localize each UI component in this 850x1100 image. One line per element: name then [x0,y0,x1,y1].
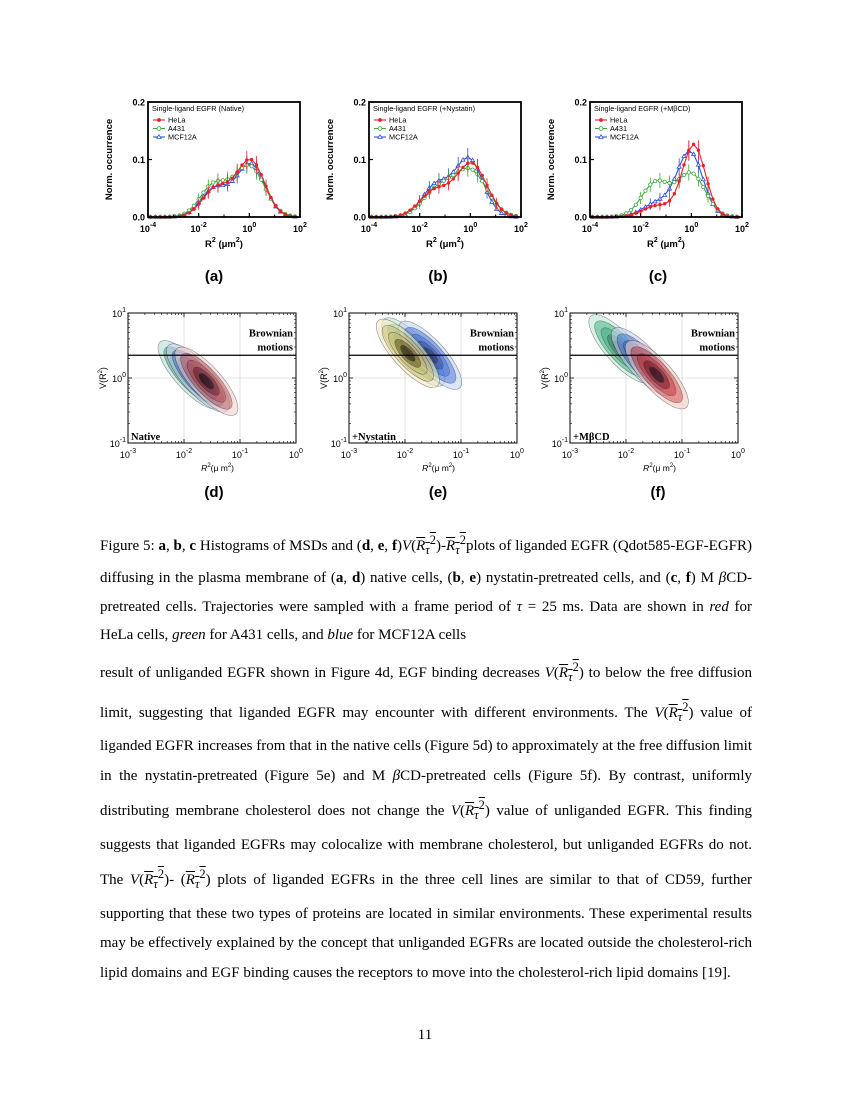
brownian-label: Brownian [690,328,735,340]
brownian-label: Brownian [469,328,514,340]
data-point [404,211,407,214]
data-point [677,179,680,182]
x-tick-label: $10^{-2}$ [632,222,649,234]
y-axis-label: $V(R^2)$ [319,367,329,389]
panel-a-histogram [100,92,310,267]
y-axis-label: Norm. occurrence [325,118,336,201]
x-axis-label: $R^2(\mu$ $m^2$) [643,463,677,473]
data-point [245,158,248,161]
data-point [673,192,676,195]
data-point [687,149,690,152]
data-point [202,196,205,199]
legend-entry: A431 [168,124,186,134]
x-tick-label: $10^{-4}$ [581,222,599,234]
y-axis-label: Norm. occurrence [104,118,115,201]
x-tick-label: $10^{-1}$ [452,448,470,460]
data-point [456,172,459,175]
data-point [658,203,661,206]
panel-b-label: (b) [428,268,448,285]
data-point [701,177,705,180]
data-point [423,194,426,197]
data-point [682,173,685,176]
data-point [682,163,685,166]
panel-d-contour [100,300,310,482]
data-point [418,199,421,202]
data-point [702,185,705,188]
data-point [442,179,445,182]
legend-entry: MCF12A [389,132,418,142]
y-tick-label: 0.1 [132,155,145,165]
data-point [284,213,287,216]
y-tick-label: 0.2 [353,97,366,108]
brownian-label: motions [257,342,293,354]
x-tick-label: $10^0$ [242,222,257,234]
data-point [677,165,681,168]
series-line [372,168,516,217]
legend-entry: A431 [610,124,628,134]
x-tick-label: $10^{-2}$ [411,222,428,234]
legend [152,104,244,142]
x-tick-label: $10^0$ [289,448,303,460]
x-tick-label: $10^{-2}$ [396,448,414,460]
y-tick-label: $10^0$ [333,372,347,384]
panel-e-contour [321,300,531,482]
contour-chart [321,300,531,482]
y-tick-label: $10^1$ [112,307,126,319]
data-point [505,211,508,214]
x-tick-label: $10^{-1}$ [231,448,249,460]
data-point [721,212,724,215]
x-tick-label: $10^0$ [684,222,699,234]
page-number: 11 [417,1027,433,1043]
y-tick-label: $10^0$ [112,372,126,384]
data-point [221,182,224,185]
data-point [490,194,493,197]
data-point [692,172,695,175]
data-point [274,204,277,207]
data-point [481,174,484,177]
contour-chart [100,300,310,482]
y-tick-label: 0.1 [574,155,587,165]
panel-c-label: (c) [648,268,668,285]
panel-f-contour [542,300,752,482]
x-tick-label: $10^2$ [514,222,528,234]
legend-marker [599,135,603,139]
data-point [653,200,657,203]
data-point [192,204,195,207]
condition-label: +Nystatin [352,432,396,443]
data-point [653,179,656,182]
data-point [476,166,479,169]
legend-entry: MCF12A [168,132,197,142]
data-point [481,180,484,183]
data-point [696,163,700,166]
panel-e-label: (e) [428,484,448,501]
data-point [706,194,709,197]
data-point [216,183,219,186]
data-point [471,168,474,171]
legend-marker [378,135,382,139]
series-hela [591,140,739,218]
panel-c-histogram [542,92,752,267]
data-point [211,181,214,184]
data-point [500,208,503,211]
x-tick-label: $10^{-2}$ [190,222,207,234]
x-tick-label: $10^{-1}$ [673,448,691,460]
data-point [226,180,229,183]
data-point [207,190,210,193]
y-tick-label: 0.2 [132,97,145,108]
histogram-chart [321,92,531,267]
data-point [629,213,632,216]
brownian-label: motions [699,342,735,354]
data-point [231,176,234,179]
x-tick-label: $10^0$ [463,222,478,234]
legend [594,104,690,142]
x-tick-label: $10^{-2}$ [175,448,193,460]
data-point [711,197,714,200]
brownian-label: motions [478,342,514,354]
data-point [269,196,272,199]
panel-b-histogram [321,92,531,267]
legend-marker [157,118,161,122]
y-tick-label: $10^0$ [554,372,568,384]
legend-marker [599,118,603,122]
data-point [663,180,666,183]
data-point [264,185,267,188]
y-tick-label: $10^1$ [554,307,568,319]
data-point [668,199,671,202]
x-axis-label: $R^2(\mu$ $m^2$) [201,463,235,473]
y-tick-label: 0.0 [132,212,145,223]
series-a431 [149,156,297,218]
data-point [697,149,700,152]
legend-title: Single-ligand EGFR (+MβCD) [594,104,691,113]
data-point [408,208,411,211]
data-point [250,158,253,161]
data-point [452,177,455,180]
data-point [413,204,416,207]
data-point [634,211,637,214]
data-point [648,202,652,205]
x-tick-label: $10^0$ [731,448,745,460]
data-point [702,164,705,167]
data-point [653,204,656,207]
legend-entry: A431 [389,124,407,134]
series-hela [149,151,297,219]
series-mcf12a [370,148,518,218]
x-tick-label: $10^{-4}$ [139,222,157,234]
data-point [197,202,200,205]
legend-entry: HeLa [610,115,628,125]
contour-chart [542,300,752,482]
data-point [240,163,243,166]
data-point [692,143,695,146]
legend [373,104,475,142]
y-tick-label: $10^{-1}$ [551,437,568,449]
data-point [658,179,661,182]
condition-label: Native [131,432,161,443]
data-point [432,187,435,190]
body-paragraph: result of unliganded EGFR shown in Figure 4d, EGF binding decreases $V(R_\tau^2)$ to below the free diffusion limit, suggesting that liganded EGFR may encounter with different environments. The $V(R_\tau^2)$ value of liganded EGFR increases from that in the native cells (Figure 5d) to approximately at the free diffusion limit in the nystatin-pretreated (Figure 5e) and M βCD-pretreated cells (Figure 5f). By contrast, uniformly distributing membrane cholesterol does not change the $V(R_\tau^2)$ value of unliganded EGFR. This finding suggests that liganded EGFRs may colocalize with membrane cholesterol, but unliganded EGFRs do not. The $V(R_\tau^2)-$ $(R_\tau^2)$ plots of liganded EGFRs in the three cell lines are similar to that of CD59, further supporting that these two types of proteins are located in similar environments. These experimental results may be effectively explained by the concept that unliganded EGFRs are located outside the cholesterol-rich lipid domains and EGF binding causes the receptors to move into the cholesterol-rich lipid domains [19]. [100,660,753,981]
data-point [250,164,253,167]
series-line [151,163,295,217]
legend-marker [157,127,161,131]
x-axis-label: $R^2(\mu$ $m^2$) [422,463,456,473]
data-point [629,208,632,211]
data-point [187,211,190,214]
panel-a-label: (a) [204,268,224,285]
data-point [471,161,474,164]
x-tick-label: $10^2$ [293,222,307,234]
y-axis-label: $V(R^2)$ [540,367,550,389]
x-axis-label: $R^2$ $(\mu m^2)$ [426,237,464,250]
data-point [649,183,652,186]
x-tick-label: $10^2$ [735,222,749,234]
series-line [372,157,516,217]
x-tick-label: $10^{-4}$ [360,222,378,234]
y-tick-label: $10^{-1}$ [330,437,347,449]
data-point [279,210,282,213]
legend-entry: MCF12A [610,132,639,142]
data-point [192,208,195,211]
data-point [668,181,671,184]
y-tick-label: 0.1 [353,155,366,165]
data-point [663,202,666,205]
data-point [447,181,450,184]
data-point [649,205,652,208]
y-tick-label: 0.0 [353,212,366,223]
data-point [461,166,464,169]
legend-title: Single-ligand EGFR (+Nystatin) [373,104,475,113]
y-tick-label: 0.0 [574,212,587,223]
data-point [634,203,637,206]
data-point [485,184,488,187]
series-line [372,163,516,217]
panel-d-label: (d) [204,484,224,501]
legend-marker [378,127,382,131]
data-point [706,182,709,185]
data-point [452,173,455,176]
data-point [644,189,647,192]
data-point [711,202,714,205]
data-point [716,207,719,210]
legend-title: Single-ligand EGFR (Native) [152,104,245,113]
data-point [437,185,440,188]
data-point [490,200,494,203]
series-mcf12a [149,155,297,218]
x-tick-label: $10^{-3}$ [340,448,358,460]
x-tick-label: $10^{-2}$ [617,448,635,460]
data-point [673,180,676,183]
legend-marker [599,127,603,131]
panel-f-label: (f) [650,484,666,501]
figure-caption: Figure 5: a, b, c Histograms of MSDs and (d, e, $f)V(R_\tau^2)-R_\tau^2plots$ of liganded EGFR (Qdot585-EGF-EGFR) diffusing in the plasma membrane of (a, d) native cells, (b, e) nystatin-pretreated cells, and (c, f) M βCD-pretreated cells. Trajectories were sampled with a frame period of τ = 25 ms. Data are shown in red for HeLa cells, green for A431 cells, and blue for MCF12A cells [100,533,753,643]
data-point [235,170,238,173]
data-point [221,179,224,182]
y-axis-label: Norm. occurrence [546,118,557,201]
data-point [639,209,642,212]
data-point [466,162,469,165]
x-tick-label: $10^0$ [510,448,524,460]
data-point [495,202,498,205]
data-point [697,177,700,180]
x-axis-label: $R^2$ $(\mu m^2)$ [205,237,243,250]
data-point [202,191,205,194]
y-tick-label: $10^1$ [333,307,347,319]
data-point [461,158,465,161]
legend-marker [378,118,382,122]
data-point [211,186,214,189]
series-line [151,160,295,217]
condition-label: +MβCD [573,432,610,443]
series-a431 [591,164,739,218]
x-tick-label: $10^{-3}$ [119,448,137,460]
data-point [672,177,676,180]
legend-marker [157,135,161,139]
data-point [432,181,436,184]
data-point [687,171,690,174]
y-tick-label: $10^{-1}$ [109,437,126,449]
data-point [442,184,445,187]
data-point [644,207,647,210]
series-line [151,165,295,217]
legend-entry: HeLa [389,115,407,125]
x-tick-label: $10^{-3}$ [561,448,579,460]
x-axis-label: $R^2$ $(\mu m^2)$ [647,237,685,250]
data-point [260,173,263,176]
data-point [255,163,258,166]
histogram-chart [100,92,310,267]
y-tick-label: 0.2 [574,97,587,108]
legend-entry: HeLa [168,115,186,125]
data-point [428,190,431,193]
histogram-chart [542,92,752,267]
data-point [639,196,642,199]
y-axis-label: $V(R^2)$ [98,367,108,389]
brownian-label: Brownian [248,328,293,340]
